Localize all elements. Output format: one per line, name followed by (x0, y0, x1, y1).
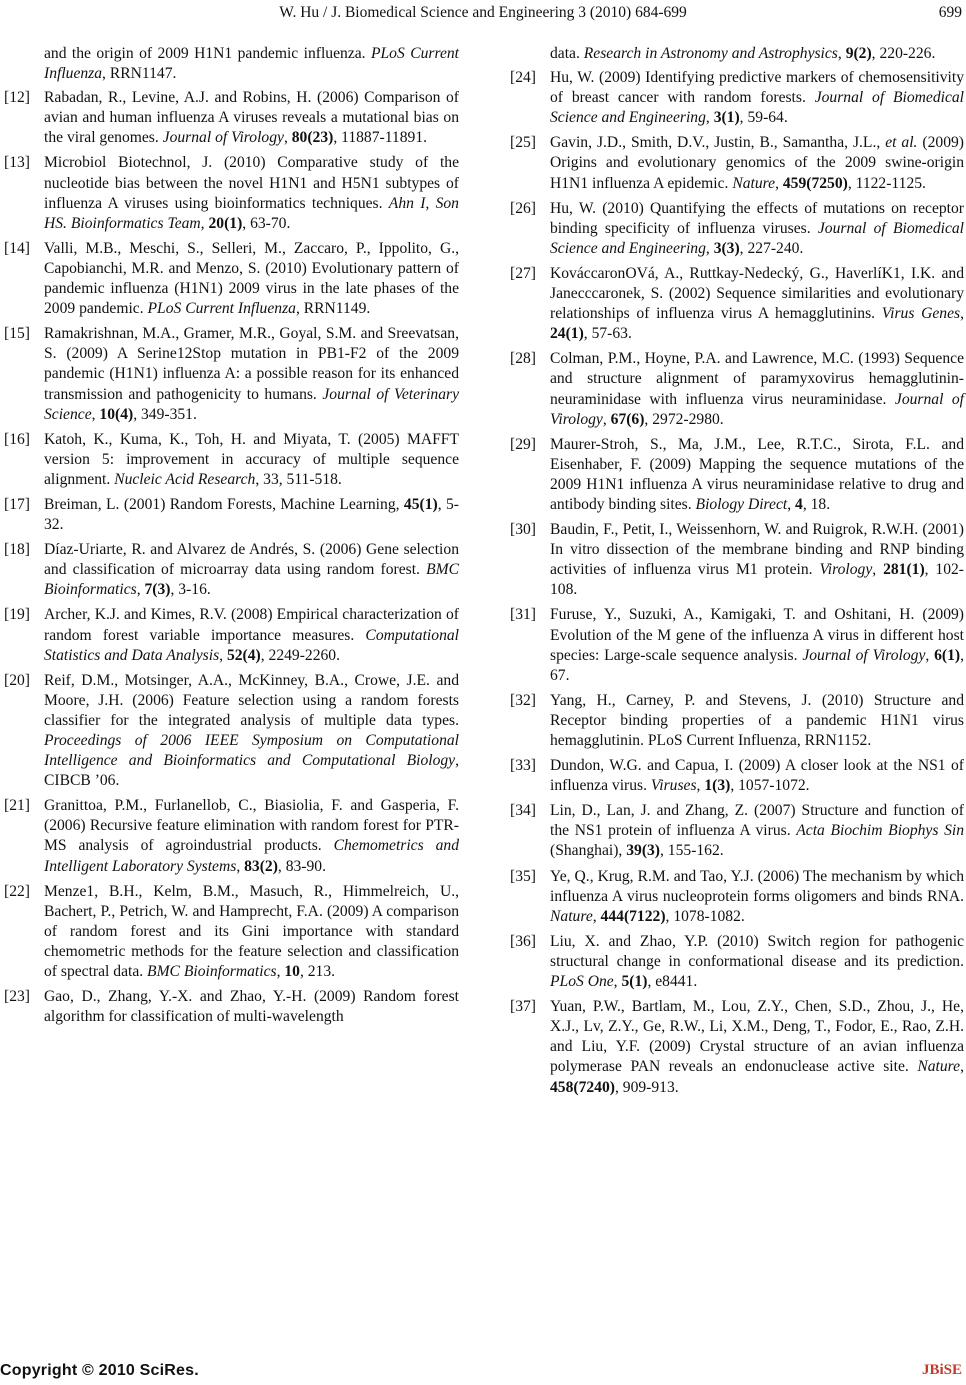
reference-entry (510, 691, 964, 751)
reference-source: PLoS Current Influenza (44, 45, 459, 83)
reference-source: Viruses (650, 777, 697, 795)
reference-number: [34] (510, 802, 536, 820)
reference-text: Reif, D.M., Motsinger, A.A., McKinney, B.A., Crowe, J.E. and Moore, J.H. (2006) Feature selection using a random forests classifier for the integrated analysis of multiple data types. (44, 671, 459, 729)
reference-text: Yang, H., Carney, P. and Stevens, J. (2010) Structure and Receptor binding properties of a pandemic H1N1 virus hemagglutinin. PLoS Current Influenza, RRN1152. (550, 691, 964, 749)
reference-text: , e8441. (647, 973, 698, 991)
reference-text: Microbiol Biotechnol, J. (2010) Comparative study of the nucleotide bias between the novel H1N1 and H5N1 subtypes of influenza A viruses using bioinformatics techniques. (44, 154, 459, 212)
reference-entry (510, 867, 964, 927)
reference-number: [37] (510, 998, 536, 1016)
running-header (0, 0, 966, 30)
reference-source: Nucleic Acid Research (114, 470, 256, 488)
reference-entry (510, 349, 964, 429)
reference-entry (4, 605, 459, 665)
reference-text: , (787, 495, 796, 513)
reference-volume: 3(3) (713, 239, 740, 257)
reference-text: , (775, 174, 783, 192)
reference-entry (510, 801, 964, 861)
reference-number: [30] (510, 521, 536, 539)
reference-text: , (613, 973, 622, 991)
reference-entry (510, 997, 964, 1097)
reference-number: [22] (4, 882, 30, 900)
reference-text: Gavin, J.D., Smith, D.V., Justin, B., Samantha, J.L., (550, 134, 886, 152)
reference-source: Acta Biochim Biophys Sin (796, 822, 964, 840)
reference-number: [31] (510, 606, 536, 624)
reference-entry (510, 932, 964, 992)
reference-text: Dundon, W.G. and Capua, I. (2009) A closer look at the NS1 of influenza virus. (550, 757, 964, 795)
reference-text: , (276, 963, 285, 981)
reference-source: BMC Bioinformatics (44, 561, 459, 599)
reference-number: [16] (4, 430, 30, 448)
reference-source: Nature (550, 907, 593, 925)
reference-entry (4, 796, 459, 876)
reference-text: , 1078-1082. (665, 907, 745, 925)
reference-text: Breiman, L. (2001) Random Forests, Machine Learning, (44, 495, 404, 513)
reference-text: Hu, W. (2010) Quantifying the effects of mutations on receptor binding specificity of influenza viruses. (550, 199, 964, 237)
reference-text: , 102-108. (550, 561, 964, 599)
reference-text: , (136, 581, 145, 599)
reference-number: [29] (510, 435, 536, 453)
reference-text: Díaz-Uriarte, R. and Alvarez de Andrés, S. (2006) Gene selection and classification of microarray data using random forest. (44, 541, 459, 579)
reference-entry (510, 435, 964, 515)
reference-text: Ramakrishnan, M.A., Gramer, M.R., Goyal, S.M. and Sreevatsan, S. (2009) A Serine12Stop mutation in PB1-F2 of the 2009 pandemic (H1N1) influenza A: a possible reason for its enhanced transmission and pathogenicity to humans. (44, 325, 459, 403)
reference-text: Gao, D., Zhang, Y.-X. and Zhao, Y.-H. (2009) Random forest algorithm for classification of multi-wavelength (44, 988, 459, 1026)
reference-volume: 1(3) (704, 777, 731, 795)
reference-number: [14] (4, 239, 30, 257)
reference-volume: 67(6) (610, 410, 645, 428)
reference-text: KováccaronOVá, A., Ruttkay-Nedecký, G., HaverlíK1, I.K. and Janecccaronek, S. (2002) Sequence similarities and evolutionary relationships of influenza virus A hemagglutinins. (550, 264, 964, 323)
reference-volume: 20(1) (208, 214, 243, 232)
reference-volume: 444(7122) (600, 907, 666, 925)
reference-source: PLoS Current Influenza (147, 300, 296, 318)
reference-number: [13] (4, 154, 30, 172)
reference-volume: 24(1) (550, 325, 584, 343)
reference-text: Baudin, F., Petit, I., Weissenhorn, W. and Ruigrok, R.W.H. (2001) In vitro dissection of the membrane binding and RNP binding activities of influenza virus M1 protein. (550, 521, 964, 579)
reference-text: Archer, K.J. and Kimes, R.V. (2008) Empirical characterization of random forest variable importance measures. (44, 606, 459, 644)
reference-text: , 227-240. (739, 239, 804, 257)
reference-volume: 3(1) (713, 109, 740, 127)
reference-text: , 1122-1125. (847, 174, 926, 192)
reference-entry (510, 756, 964, 796)
reference-text: , RRN1149. (295, 300, 371, 318)
reference-text: data. (550, 45, 584, 62)
reference-source: Nature (732, 174, 776, 192)
reference-entry (510, 68, 964, 128)
reference-text: , 3-16. (170, 581, 211, 599)
reference-text: Ye, Q., Krug, R.M. and Tao, Y.J. (2006) The mechanism by which influenza A virus nucleoprotein forms oligomers and binds RNA. (550, 867, 964, 905)
reference-text: , 11887-11891. (333, 129, 428, 147)
reference-text: , (705, 109, 714, 127)
reference-text: (2009) Origins and evolutionary genomics of the 2009 swine-origin H1N1 influenza A epidemic. (550, 134, 964, 192)
reference-text: , (219, 646, 227, 664)
reference-entry (4, 153, 459, 233)
reference-volume: 458(7240) (550, 1078, 615, 1096)
reference-text: , (91, 405, 100, 423)
reference-source: Journal of Veterinary Science (44, 385, 459, 423)
reference-entry (510, 199, 964, 259)
reference-volume: 80(23) (291, 129, 334, 147)
reference-entry (4, 44, 459, 84)
reference-text: , 57-63. (583, 325, 632, 343)
reference-source: Research in Astronomy and Astrophysics (583, 45, 838, 62)
reference-source: Proceedings of 2006 IEEE Symposium on Computational Intelligence and Bioinformatics and Computational Biology (44, 732, 459, 770)
reference-volume: 39(3) (626, 842, 660, 860)
reference-entry (4, 239, 459, 319)
reference-text: , 5-32. (44, 495, 459, 534)
reference-text: , (837, 45, 846, 62)
reference-entry (4, 430, 459, 490)
reference-source: Nature (917, 1058, 961, 1076)
reference-number: [20] (4, 671, 30, 689)
reference-entry (4, 324, 459, 424)
reference-source: et al. (885, 134, 918, 152)
reference-text: Yuan, P.W., Bartlam, M., Lou, Z.Y., Chen, S.D., Zhou, J., He, X.J., Lv, Z.Y., Ge, R.W., Li, X.M., Deng, T., Fodor, E., Rao, Z.H. and Liu, Y.F. (2009) Crystal structure of an avian influenza polymerase PAN reveals an endonuclease active site. (550, 998, 964, 1076)
reference-number: [28] (510, 350, 536, 368)
reference-text: , (960, 305, 964, 323)
reference-entry (4, 495, 459, 535)
reference-source: Journal of Virology (802, 646, 926, 664)
reference-text: , (696, 777, 705, 795)
reference-number: [19] (4, 606, 30, 624)
reference-column-left (4, 44, 459, 1032)
journal-logo: JBiSE (921, 1362, 962, 1378)
reference-number: [24] (510, 69, 536, 87)
reference-source: Chemometrics and Intelligent Laboratory Systems (44, 837, 459, 875)
reference-text: , (236, 857, 245, 875)
reference-number: [15] (4, 325, 30, 343)
reference-volume: 83(2) (244, 857, 278, 875)
reference-entry (510, 44, 964, 64)
reference-volume: 6(1) (934, 646, 961, 664)
reference-source: PLoS One (550, 973, 614, 991)
reference-text: , (592, 907, 601, 925)
reference-text: , 220-226. (871, 45, 936, 62)
reference-source: Journal of Virology (550, 390, 964, 428)
reference-source: Journal of Virology (162, 129, 284, 147)
reference-volume: 9(2) (845, 45, 872, 62)
reference-volume: 45(1) (403, 495, 438, 513)
reference-text: Maurer-Stroh, S., Ma, J.M., Lee, R.T.C., Sirota, F.L. and Eisenhaber, F. (2009) Mapping the sequence mutations of the 2009 H1N1 influenza A virus neuraminidase relative to drug and antibody binding sites. (550, 435, 964, 513)
reference-volume: 5(1) (621, 973, 648, 991)
reference-number: [33] (510, 757, 536, 775)
reference-text: Granittoa, P.M., Furlanellob, C., Biasiolia, F. and Gasperia, F. (2006) Recursive feature elimination with random forest for PTR-MS analysis of agroindustrial products. (44, 797, 459, 855)
reference-text: Liu, X. and Zhao, Y.P. (2010) Switch region for pathogenic structural change in conformational disease and its prediction. (550, 932, 964, 970)
reference-number: [36] (510, 932, 536, 950)
reference-source: Computational Statistics and Data Analysis (44, 626, 459, 664)
reference-text: Valli, M.B., Meschi, S., Selleri, M., Zaccaro, P., Ippolito, G., Capobianchi, M.R. and Menzo, S. (2010) Evolutionary pattern of pandemic influenza (H1N1) 2009 virus in the late phases of the 2009 pandemic. (44, 239, 459, 318)
reference-text: , 349-351. (133, 405, 197, 423)
reference-text: , 59-64. (739, 109, 788, 127)
reference-text: , 67. (550, 646, 965, 684)
reference-source: Journal of Biomedical Science and Engineering (550, 89, 964, 127)
reference-volume: 52(4) (226, 646, 261, 664)
reference-text: , 33, 511-518. (255, 470, 342, 488)
reference-column-right (510, 44, 964, 1103)
reference-source: BMC Bioinformatics (147, 963, 277, 981)
reference-text: Hu, W. (2009) Identifying predictive markers of chemosensitivity of breast cancer with random forests. (550, 69, 964, 107)
reference-number: [12] (4, 89, 30, 107)
reference-source: Virus Genes (881, 305, 961, 323)
reference-text: (Shanghai), (550, 842, 627, 860)
reference-text: Lin, D., Lan, J. and Zhang, Z. (2007) Structure and function of the NS1 protein of influenza A virus. (550, 802, 964, 840)
reference-text: , RRN1147. (102, 65, 177, 83)
page-number: 699 (938, 4, 962, 21)
reference-text: , 63-70. (242, 214, 291, 232)
reference-text: , 83-90. (277, 857, 326, 875)
reference-number: [32] (510, 691, 536, 709)
reference-text: , (705, 239, 714, 257)
reference-source: Journal of Biomedical Science and Engineering (550, 219, 965, 257)
reference-volume: 10 (284, 963, 300, 981)
reference-text: , 155-162. (660, 842, 724, 860)
copyright-notice: Copyright © 2010 SciRes. (0, 1362, 199, 1379)
reference-entry (4, 88, 459, 148)
reference-source: Virology (819, 561, 873, 579)
reference-number: [26] (510, 199, 536, 217)
reference-number: [21] (4, 797, 30, 815)
reference-text: , (960, 1058, 964, 1076)
reference-volume: 459(7250) (782, 174, 848, 192)
reference-text: , CIBCB ’06. (44, 752, 459, 790)
reference-entry (4, 540, 459, 600)
reference-text: Rabadan, R., Levine, A.J. and Robins, H. (2006) Comparison of avian and human influenza A viruses reveals a mutational bias on the viral genomes. (44, 89, 459, 147)
reference-text: , (283, 129, 292, 147)
reference-volume: 281(1) (883, 561, 925, 579)
reference-text: , 1057-1072. (730, 777, 810, 795)
reference-text: , 2972-2980. (644, 410, 724, 428)
reference-text: , 909-913. (614, 1078, 679, 1096)
reference-volume: 10(4) (99, 405, 134, 423)
reference-source: Biology Direct (695, 495, 788, 513)
reference-text: , (602, 410, 611, 428)
running-title: W. Hu / J. Biomedical Science and Engineering 3 (2010) 684-699 (279, 4, 687, 21)
reference-number: [18] (4, 541, 30, 559)
reference-volume: 4 (795, 495, 803, 513)
reference-text: , 213. (299, 963, 336, 981)
reference-text: , (872, 561, 884, 579)
reference-text: , (925, 646, 935, 664)
reference-entry (510, 264, 964, 344)
reference-source: Ahn I, Son HS. Bioinformatics Team, (44, 194, 459, 232)
reference-text: , 2249-2260. (260, 646, 340, 664)
reference-volume: 7(3) (144, 581, 171, 599)
reference-entry (510, 133, 964, 193)
reference-text: and the origin of 2009 H1N1 pandemic influenza. (44, 45, 371, 62)
reference-number: [27] (510, 264, 536, 282)
reference-entry (510, 520, 964, 600)
reference-number: [35] (510, 867, 536, 885)
reference-entry (4, 671, 459, 792)
reference-number: [25] (510, 134, 536, 152)
reference-number: [23] (4, 988, 30, 1006)
reference-number: [17] (4, 495, 30, 513)
reference-text: Furuse, Y., Suzuki, A., Kamigaki, T. and Oshitani, H. (2009) Evolution of the M gene of the influenza A virus in different host species: Large-scale sequence analysis. (550, 606, 964, 664)
reference-text: , 18. (802, 495, 831, 513)
reference-text: Menze1, B.H., Kelm, B.M., Masuch, R., Himmelreich, U., Bachert, P., Petrich, W. and Hamprecht, F.A. (2009) A comparison of random forest and its Gini importance with standard chemometric methods for the feature selection and classification of spectral data. (44, 882, 459, 981)
reference-text: Katoh, K., Kuma, K., Toh, H. and Miyata, T. (2005) MAFFT version 5: improvement in accuracy of multiple sequence alignment. (44, 430, 459, 488)
reference-entry (4, 882, 459, 982)
reference-entry (4, 987, 459, 1027)
reference-entry (510, 605, 964, 685)
reference-text: Colman, P.M., Hoyne, P.A. and Lawrence, M.C. (1993) Sequence and structure alignment of paramyxovirus hemagglutinin-neuraminidase with influenza virus neuraminidase. (550, 350, 964, 408)
